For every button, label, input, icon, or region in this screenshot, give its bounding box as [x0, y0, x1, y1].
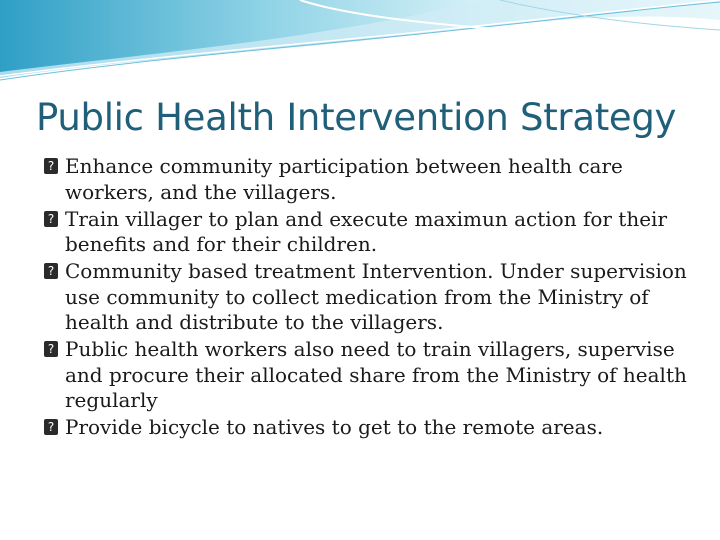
bullet-item-train-villager: [44, 207, 694, 258]
bullet-item-health-workers: [44, 337, 694, 414]
replacement-character-icon: ?: [44, 419, 58, 435]
bullet-text: Train villager to plan and execute maximun action for their benefits and for their children.: [65, 206, 668, 256]
bullet-text: Public health workers also need to train villagers, supervise and procure their allocated share from the Ministry of health regularly: [65, 337, 687, 412]
slide-title: Public Health Intervention Strategy: [36, 96, 677, 139]
bullet-item-community-participation: [44, 154, 694, 205]
replacement-character-icon: ?: [44, 341, 58, 357]
bullet-list: [44, 154, 694, 442]
wave-front: [0, 0, 480, 72]
replacement-character-icon: ?: [44, 263, 58, 279]
bullet-text: Community based treatment Intervention. Under supervision use community to collect medication from the Ministry of health and distribute to the villagers.: [65, 259, 687, 334]
replacement-character-icon: ?: [44, 211, 58, 227]
bullet-text: Provide bicycle to natives to get to the remote areas.: [65, 415, 604, 439]
replacement-character-icon: ?: [44, 158, 58, 174]
bullet-item-community-treatment: [44, 259, 694, 336]
bullet-text: Enhance community participation between health care workers, and the villagers.: [65, 154, 623, 204]
bullet-item-bicycle: [44, 415, 694, 441]
wave-header-decoration: [0, 0, 720, 90]
